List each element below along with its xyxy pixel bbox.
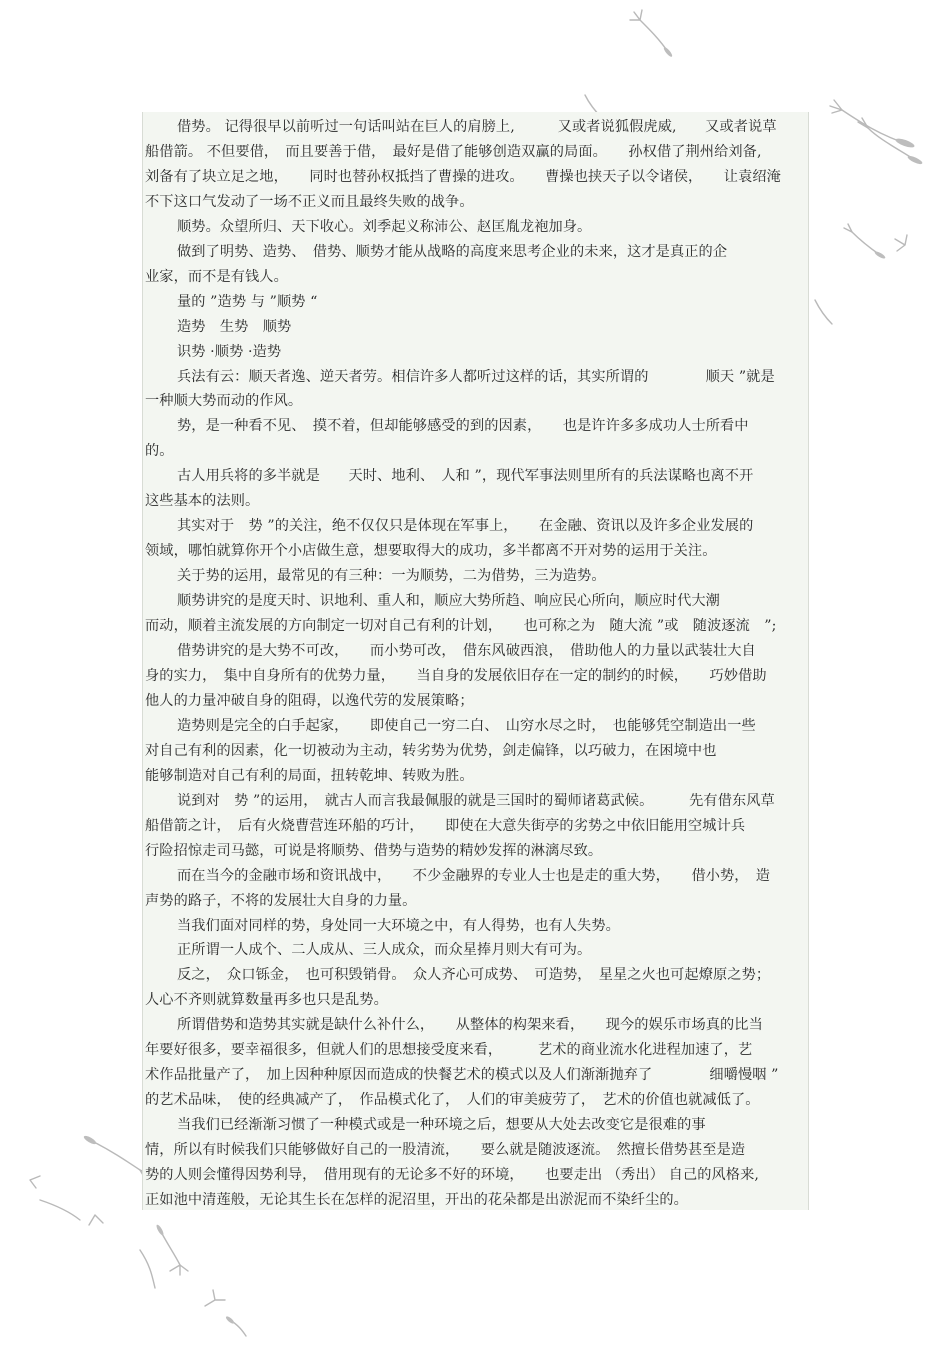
text-line: 声势的路子，不将的发展壮大自身的力量。 xyxy=(145,892,417,909)
text-line: 情，所以有时候我们只能够做好自己的一股清流， 要么就是随波逐流。 然擅长借势甚至是造 xyxy=(145,1142,746,1159)
text-line: 的。 xyxy=(145,443,174,460)
text-line: 而在当今的金融市场和资讯战中， 不少金融界的专业人士也是走的重大势， 借小势， 造 xyxy=(177,867,771,884)
text-line: 当我们面对同样的势，身处同一大环境之中，有人得势，也有人失势。 xyxy=(177,917,620,934)
text-line: 他人的力量冲破自身的阻碍，以逸代劳的发展策略； xyxy=(145,692,474,709)
text-line: 人心不齐则就算数量再多也只是乱势。 xyxy=(145,992,388,1009)
text-line: 造势 生势 顺势 xyxy=(177,318,292,335)
text-line: 能够制造对自己有利的局面，扭转乾坤、转败为胜。 xyxy=(145,767,474,784)
text-line: 身的实力， 集中自身所有的优势力量， 当自身的发展依旧存在一定的制约的时候， 巧妙借助 xyxy=(145,667,767,684)
text-line: 船借箭。 不但要借， 而且要善于借， 最好是借了能够创造双赢的局面。 孙权借了荆州给刘备, xyxy=(145,143,762,160)
text-line: 顺势。众望所归、天下收心。刘季起义称沛公、赵匡胤龙袍加身。 xyxy=(177,218,592,235)
text-line: 业家，而不是有钱人。 xyxy=(145,268,288,285)
text-line: 领域，哪怕就算你开个小店做生意，想要取得大的成功，多半都离不开对势的运用于关注。 xyxy=(145,543,717,560)
text-line: 对自己有利的因素，化一切被动为主动，转劣势为优势，剑走偏锋，以巧破力，在困境中也 xyxy=(145,742,717,759)
text-line: 做到了明势、造势、 借势、顺势才能从战略的高度来思考企业的未来，这才是真正的企 xyxy=(177,243,728,260)
document-body xyxy=(145,115,807,1213)
text-line: 造势则是完全的白手起家， 即使自己一穷二白、 山穷水尽之时， 也能够凭空制造出一些 xyxy=(177,717,756,734)
text-line: 这些基本的法则。 xyxy=(145,493,260,510)
text-line: 其实对于 势 ”的关注，绝不仅仅只是体现在军事上， 在金融、资讯以及许多企业发展的 xyxy=(177,518,754,535)
text-line: 行险招惊走司马懿，可说是将顺势、借势与造势的精妙发挥的淋漓尽致。 xyxy=(145,842,603,859)
text-line: 一种顺大势而动的作风。 xyxy=(145,393,303,410)
text-line: 而动，顺着主流发展的方向制定一切对自己有利的计划， 也可称之为 随大流 ”或 随波逐流 ”; xyxy=(145,618,777,635)
text-line: 的艺术品味， 使的经典减产了， 作品模式化了， 人们的审美疲劳了， 艺术的价值也就减低了。 xyxy=(145,1092,760,1109)
text-line: 不下这口气发动了一场不正义而且最终失败的战争。 xyxy=(145,193,474,210)
text-line: 正如池中清莲般，无论其生长在怎样的泥沼里，开出的花朵都是出淤泥而不染纤尘的。 xyxy=(145,1191,688,1208)
text-line: 借势。 记得很早以前听过一句话叫站在巨人的肩膀上, 又或者说狐假虎威, 又或者说草 xyxy=(177,119,777,135)
text-line: 所谓借势和造势其实就是缺什么补什么， 从整体的构架来看， 现今的娱乐市场真的比当 xyxy=(177,1017,763,1034)
text-line: 顺势讲究的是度天时、识地利、重人和，顺应大势所趋、响应民心所向，顺应时代大潮 xyxy=(177,593,720,610)
text-line: 术作品批量产了， 加上因种种原因而造成的快餐艺术的模式以及人们渐渐抛弃了 细嚼慢咽 ” xyxy=(145,1067,779,1084)
text-line: 正所谓一人成个、二人成从、三人成众，而众星捧月则大有可为。 xyxy=(177,942,592,959)
text-line: 反之， 众口铄金， 也可积毁销骨。 众人齐心可成势、 可造势， 星星之火也可起燎原之势； xyxy=(177,967,771,984)
text-line: 兵法有云：顺天者逸、逆天者劳。相信许多人都听过这样的话，其实所谓的 顺天 ”就是 xyxy=(177,368,775,385)
text-line: 识势 ·顺势 ·造势 xyxy=(177,343,282,360)
text-line: 说到对 势 ”的运用， 就古人而言我最佩服的就是三国时的蜀师诸葛武候。 先有借东风草 xyxy=(177,792,775,809)
text-line: 年要好很多，要幸福很多，但就人们的思想接受度来看， 艺术的商业流水化进程加速了，艺 xyxy=(145,1042,753,1059)
text-line: 借势讲究的是大势不可改， 而小势可改， 借东风破西浪， 借助他人的力量以武装壮大自 xyxy=(177,643,756,660)
text-line: 刘备有了块立足之地， 同时也替孙权抵挡了曹操的进攻。 曹操也挟天子以令诸侯， 让袁绍淹 xyxy=(145,168,781,185)
text-line: 古人用兵将的多半就是 天时、地利、 人和 ”，现代军事法则里所有的兵法谋略也离不开 xyxy=(177,468,754,485)
text-line: 船借箭之计， 后有火烧曹营连环船的巧计， 即使在大意失街亭的劣势之中依旧能用空城计兵 xyxy=(145,817,746,834)
text-line: 关于势的运用，最常见的有三种：一为顺势，二为借势，三为造势。 xyxy=(177,568,606,585)
text-line: 当我们已经渐渐习惯了一种模式或是一种环境之后，想要从大处去改变它是很难的事 xyxy=(177,1117,706,1134)
text-line: 量的 ”造势 与 ”顺势 “ xyxy=(177,293,318,310)
text-line: 势的人则会懂得因势利导， 借用现有的无论多不好的环境， 也要走出 （秀出） 自己的风格来, xyxy=(145,1167,759,1184)
text-line: 势，是一种看不见、 摸不着，但却能够感受的到的因素， 也是许许多多成功人士所看中 xyxy=(177,418,749,435)
